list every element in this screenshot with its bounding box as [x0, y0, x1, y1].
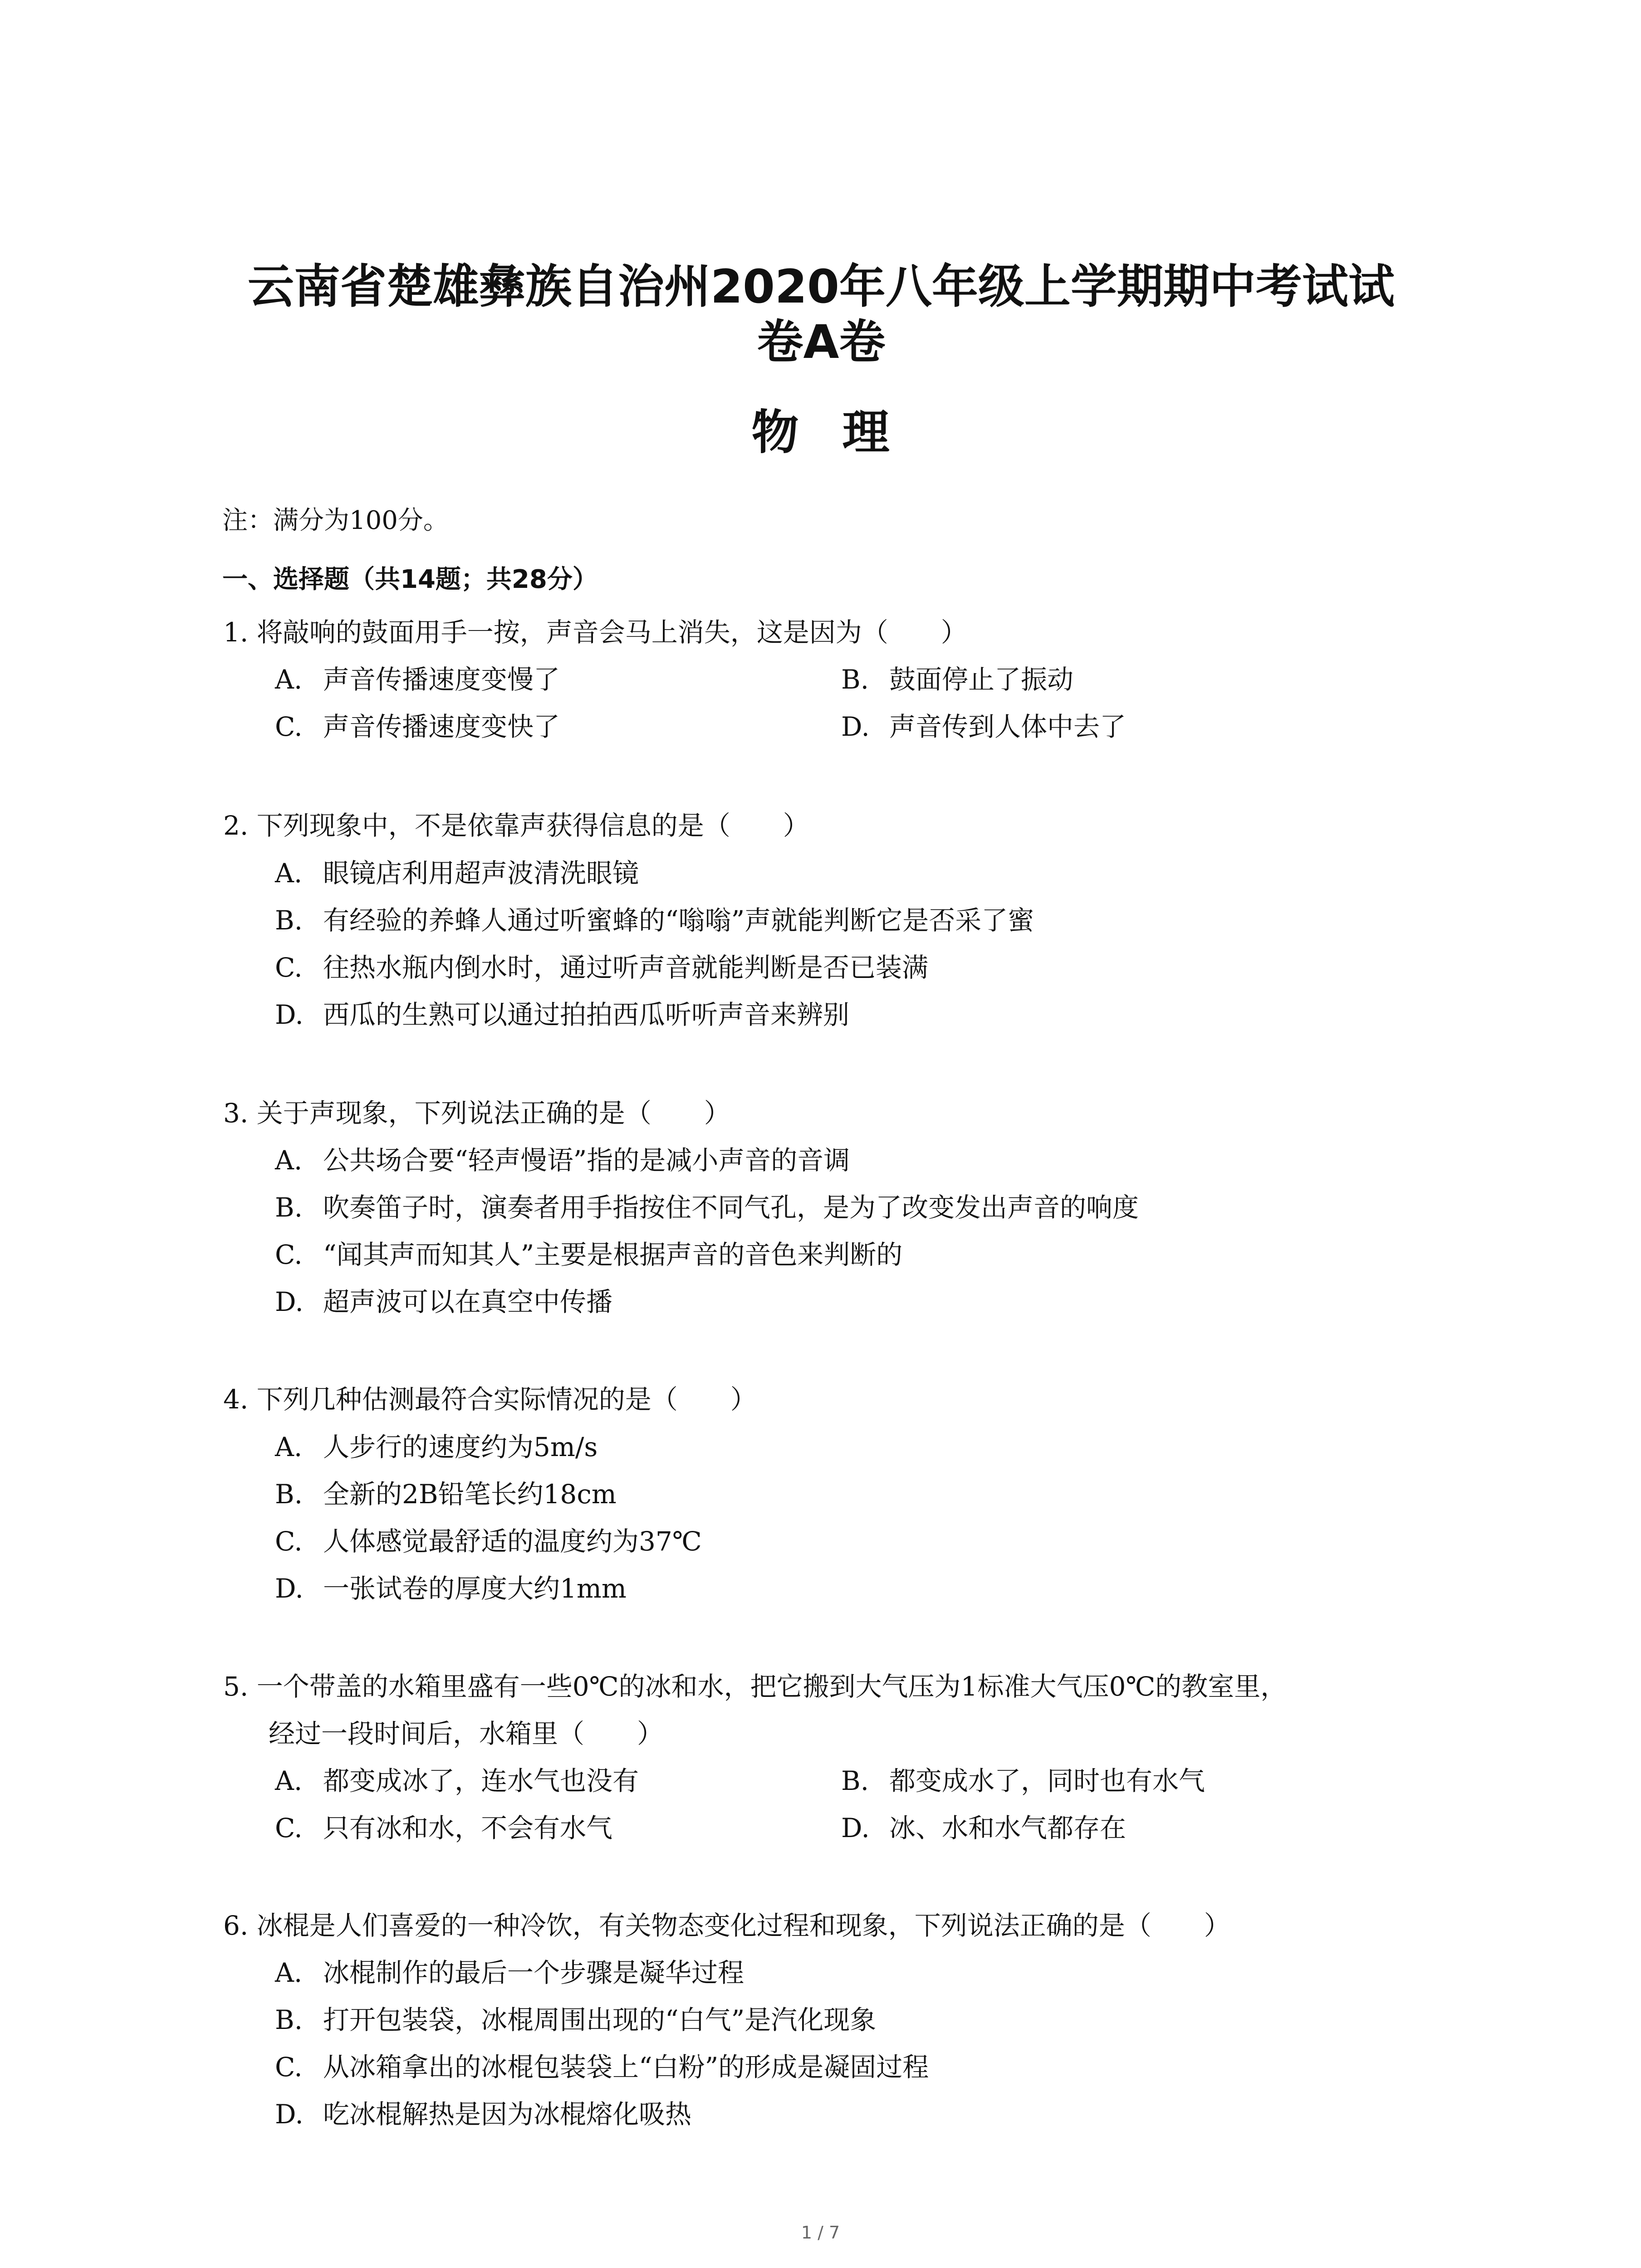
option-text: 打开包装袋，冰棍周围出现的“白气”是汽化现象 — [323, 2004, 877, 2035]
option-letter: C. — [275, 1813, 303, 1843]
option-text: 声音传播速度变快了 — [323, 711, 560, 742]
question-2-option-a[interactable] — [275, 855, 639, 891]
question-2-option-c[interactable] — [275, 949, 928, 986]
option-text: 往热水瓶内倒水时，通过听声音就能判断是否已装满 — [323, 952, 929, 983]
option-text: 冰棍制作的最后一个步骤是凝华过程 — [323, 1957, 745, 1988]
question-1-stem: 1. 将敲响的鼓面用手一按，声音会马上消失，这是因为（ ） — [223, 617, 967, 648]
question-6-stem: 6. 冰棍是人们喜爱的一种冷饮，有关物态变化过程和现象，下列说法正确的是（ ） — [223, 1910, 1230, 1941]
question-2-option-d[interactable] — [275, 997, 849, 1033]
option-text: 冰、水和水气都存在 — [889, 1813, 1127, 1843]
option-text: 一张试卷的厚度大约1mm — [323, 1573, 627, 1604]
page-number: 1 / 7 — [801, 2223, 840, 2243]
exam-title-line1: 云南省楚雄彝族自治州2020年八年级上学期期中考试试 — [248, 260, 1395, 314]
option-text: 从冰箱拿出的冰棍包装袋上“白粉”的形成是凝固过程 — [323, 2052, 929, 2082]
option-text: “闻其声而知其人”主要是根据声音的音色来判断的 — [323, 1239, 903, 1270]
option-letter: B. — [841, 664, 869, 695]
question-5-option-c[interactable] — [275, 1810, 612, 1846]
subject-heading: 物理 — [751, 405, 933, 460]
option-text: 眼镜店利用超声波清洗眼镜 — [323, 858, 639, 889]
question-5-option-b[interactable] — [841, 1763, 1205, 1799]
option-text: 鼓面停止了振动 — [889, 664, 1074, 695]
option-letter: A. — [275, 1432, 303, 1462]
option-text: 公共场合要“轻声慢语”指的是减小声音的音调 — [323, 1145, 850, 1176]
option-letter: A. — [275, 1145, 303, 1176]
option-text: 西瓜的生熟可以通过拍拍西瓜听听声音来辨别 — [323, 999, 850, 1030]
option-letter: A. — [275, 664, 303, 695]
option-letter: D. — [275, 2099, 304, 2130]
option-text: 只有冰和水，不会有水气 — [323, 1813, 613, 1843]
score-note: 注：满分为100分。 — [222, 506, 449, 535]
option-letter: C. — [275, 1526, 303, 1557]
question-2-stem: 2. 下列现象中，不是依靠声获得信息的是（ ） — [223, 810, 809, 841]
question-4-option-a[interactable] — [275, 1429, 598, 1465]
option-letter: C. — [275, 711, 303, 742]
question-3-option-a[interactable] — [275, 1142, 850, 1178]
question-3-option-d[interactable] — [275, 1284, 612, 1320]
question-3-option-b[interactable] — [275, 1189, 1139, 1226]
option-letter: B. — [275, 2004, 303, 2035]
question-4-option-c[interactable] — [275, 1523, 702, 1559]
question-5-stem-continued: 经过一段时间后，水箱里（ ） — [269, 1718, 664, 1749]
question-6-option-a[interactable] — [275, 1955, 744, 1991]
exam-title-line2: 卷A卷 — [757, 315, 886, 369]
question-4-option-b[interactable] — [275, 1476, 617, 1512]
option-text: 有经验的养蜂人通过听蜜蜂的“嗡嗡”声就能判断它是否采了蜜 — [323, 905, 1034, 936]
option-letter: A. — [275, 858, 303, 889]
question-5-option-a[interactable] — [275, 1763, 639, 1799]
question-2-option-b[interactable] — [275, 902, 1034, 938]
question-3-stem: 3. 关于声现象，下列说法正确的是（ ） — [223, 1098, 730, 1129]
option-letter: D. — [841, 1813, 870, 1843]
option-letter: D. — [275, 999, 304, 1030]
question-3-option-c[interactable] — [275, 1237, 902, 1273]
option-text: 吹奏笛子时，演奏者用手指按住不同气孔，是为了改变发出声音的响度 — [323, 1192, 1139, 1223]
question-1-option-d[interactable] — [841, 709, 1126, 745]
option-letter: B. — [275, 905, 303, 936]
option-letter: B. — [275, 1192, 303, 1223]
question-1-option-a[interactable] — [275, 661, 560, 698]
option-letter: A. — [275, 1957, 303, 1988]
option-letter: B. — [841, 1765, 869, 1796]
option-text: 声音传到人体中去了 — [889, 711, 1127, 742]
option-text: 全新的2B铅笔长约18cm — [323, 1479, 617, 1510]
question-1-option-b[interactable] — [841, 661, 1073, 698]
question-5-stem: 5. 一个带盖的水箱里盛有一些0℃的冰和水，把它搬到大气压为1标准大气压0℃的教室里， — [223, 1671, 1287, 1702]
question-6-option-c[interactable] — [275, 2049, 929, 2085]
question-4-option-d[interactable] — [275, 1570, 627, 1607]
option-letter: D. — [841, 711, 870, 742]
section-heading: 一、选择题（共14题；共28分） — [222, 565, 598, 594]
option-letter: B. — [275, 1479, 303, 1510]
question-6-option-b[interactable] — [275, 2002, 876, 2038]
question-5-option-d[interactable] — [841, 1810, 1126, 1846]
option-text: 都变成水了，同时也有水气 — [889, 1765, 1205, 1796]
question-1-option-c[interactable] — [275, 709, 560, 745]
option-text: 声音传播速度变慢了 — [323, 664, 560, 695]
question-4-stem: 4. 下列几种估测最符合实际情况的是（ ） — [223, 1384, 757, 1415]
option-letter: D. — [275, 1286, 304, 1317]
option-text: 都变成冰了，连水气也没有 — [323, 1765, 639, 1796]
option-text: 人步行的速度约为5m/s — [323, 1432, 598, 1462]
option-letter: C. — [275, 1239, 303, 1270]
option-letter: A. — [275, 1765, 303, 1796]
option-text: 吃冰棍解热是因为冰棍熔化吸热 — [323, 2099, 692, 2130]
question-6-option-d[interactable] — [275, 2096, 691, 2132]
option-letter: C. — [275, 2052, 303, 2082]
option-letter: C. — [275, 952, 303, 983]
option-letter: D. — [275, 1573, 304, 1604]
option-text: 超声波可以在真空中传播 — [323, 1286, 613, 1317]
option-text: 人体感觉最舒适的温度约为37℃ — [323, 1526, 702, 1557]
